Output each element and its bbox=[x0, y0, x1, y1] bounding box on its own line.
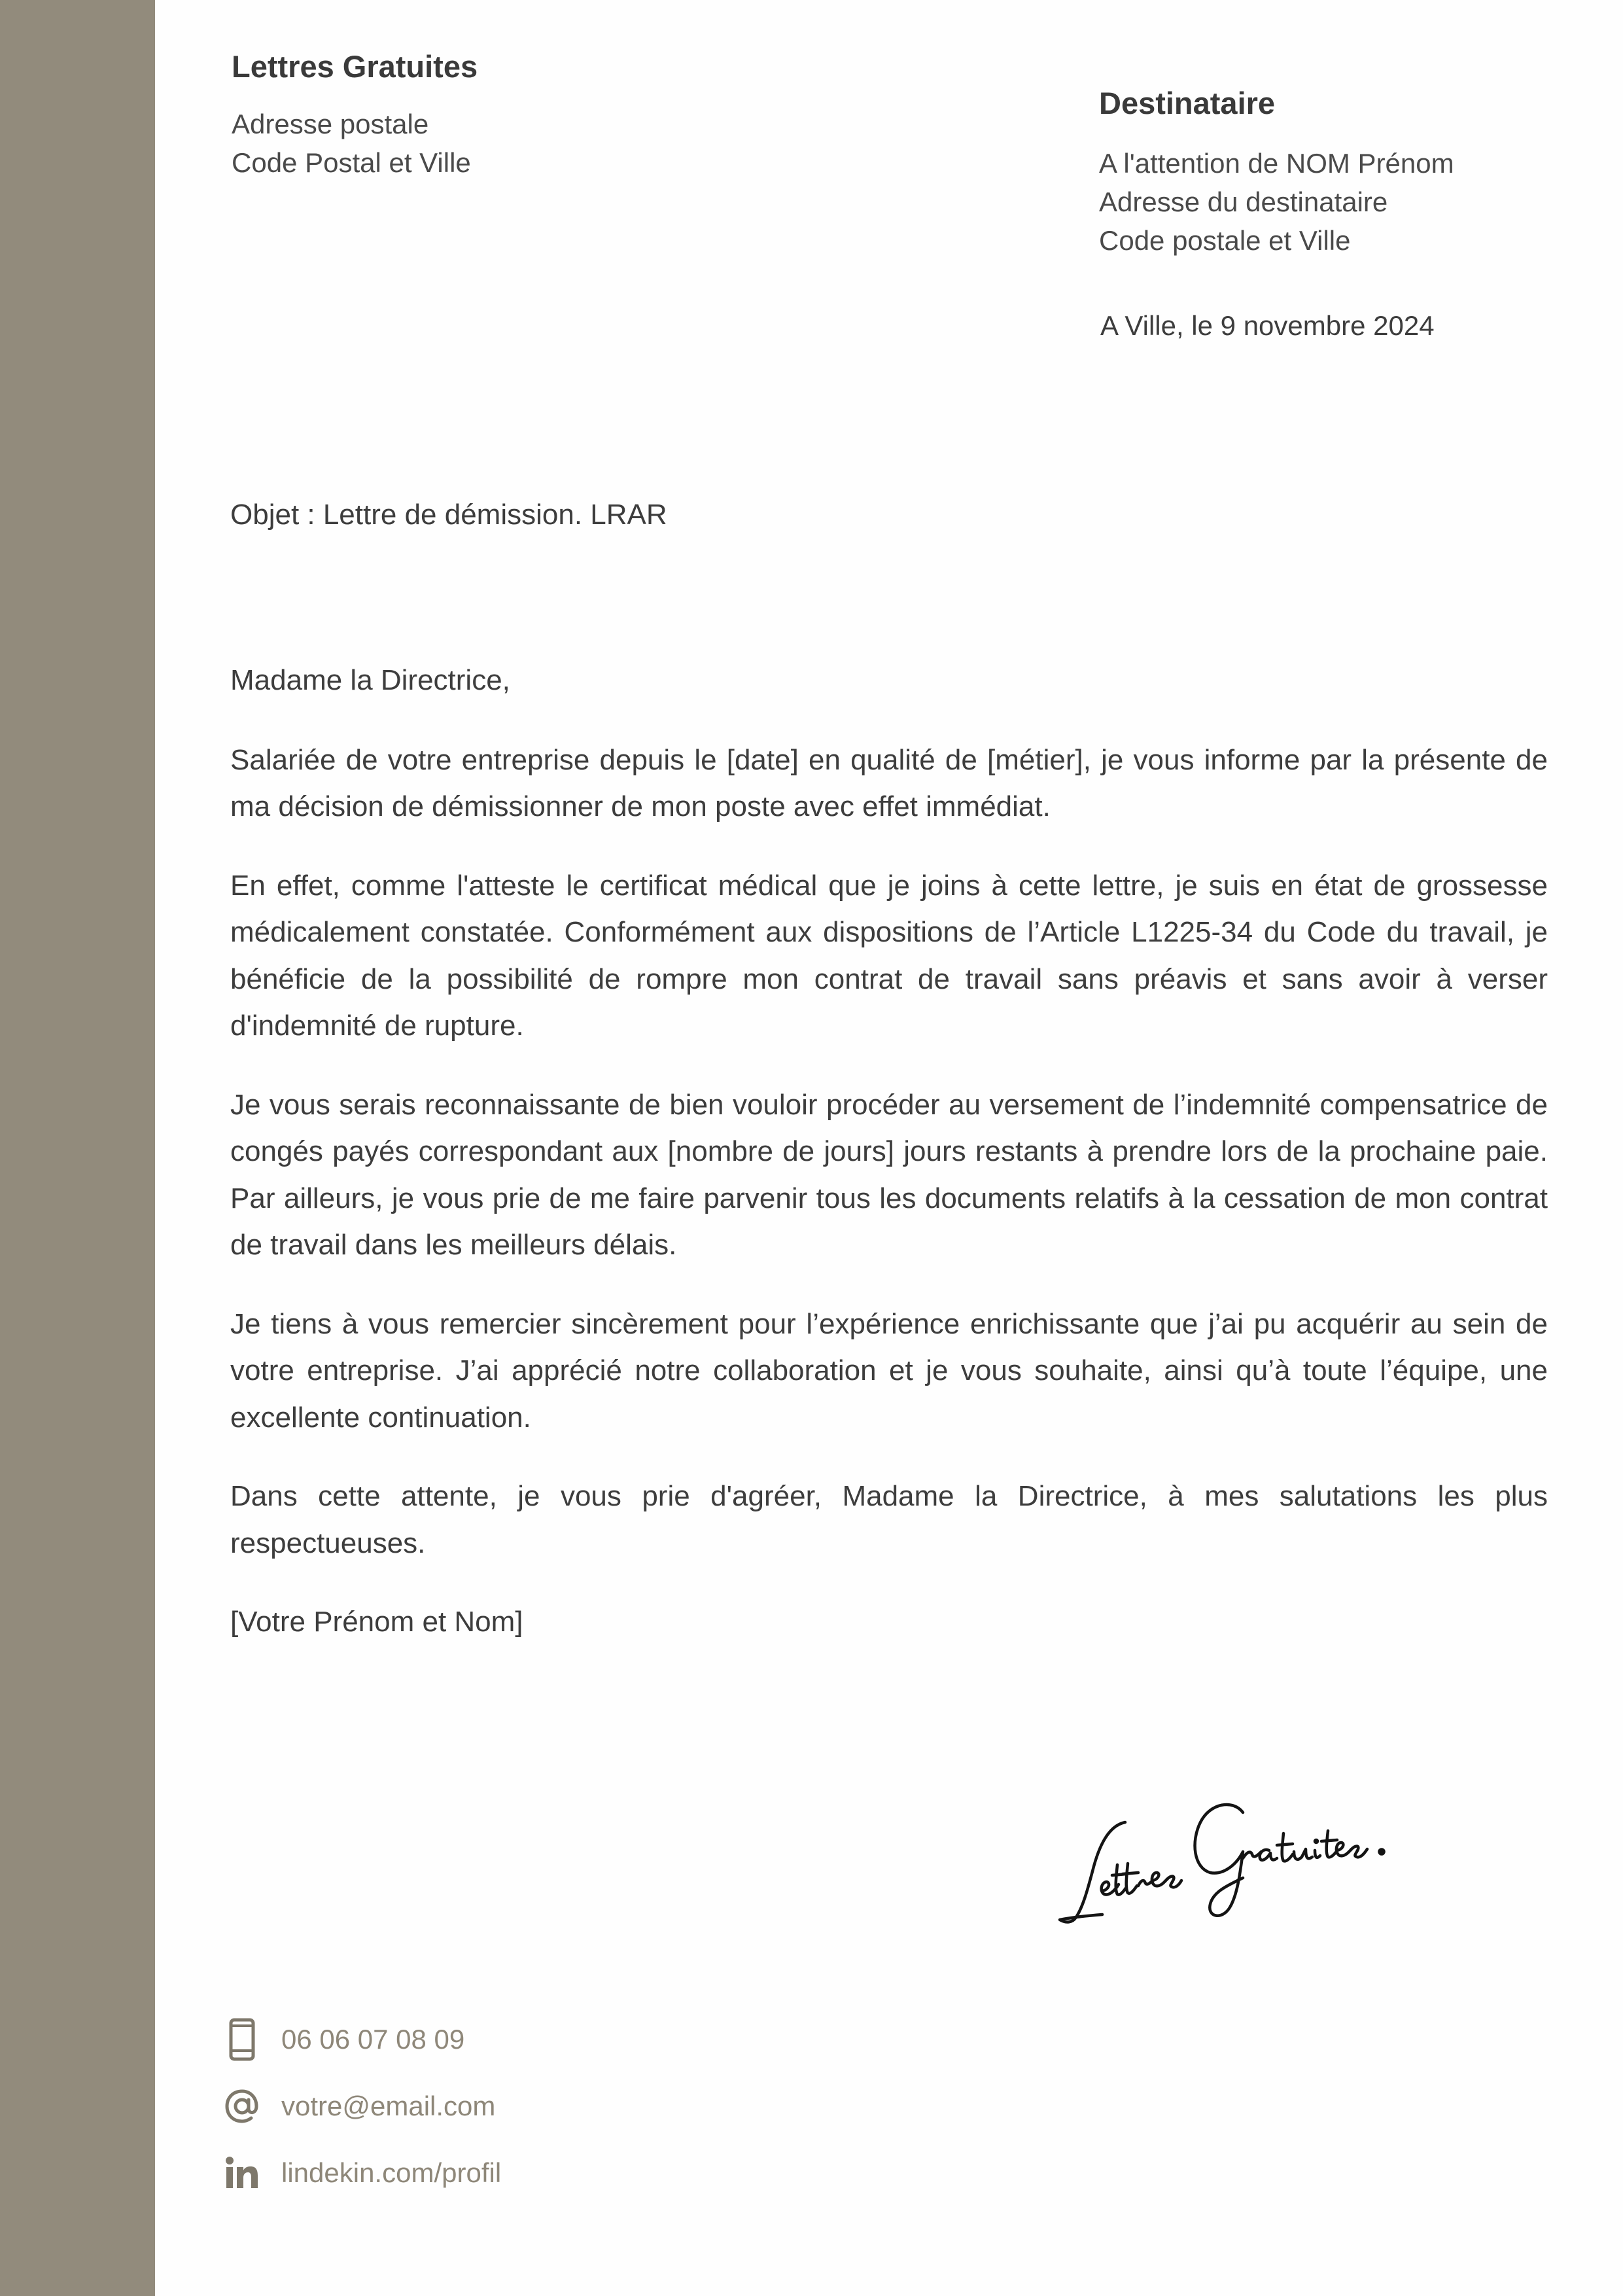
contact-phone-text: 06 06 07 08 09 bbox=[281, 2024, 465, 2055]
sender-city-line: Code Postal et Ville bbox=[232, 147, 471, 178]
contact-linkedin bbox=[222, 2150, 501, 2196]
body-paragraph: Salariée de votre entreprise depuis le [date] en qualité de [métier], je vous informe par la présente de ma décision de démissionner de mon poste avec effet immédiat. bbox=[230, 743, 1548, 822]
sender-name: Lettres Gratuites bbox=[232, 49, 478, 84]
recipient-attention-line: A l'attention de NOM Prénom bbox=[1099, 148, 1454, 179]
contact-email-text: votre@email.com bbox=[281, 2091, 496, 2121]
recipient-address-line: Adresse du destinataire bbox=[1099, 186, 1388, 217]
body-paragraph: Je tiens à vous remercier sincèrement pour l’expérience enrichissante que j’ai pu acquérir au sein de votre entreprise. J’ai apprécié notre collaboration et je vous souhaite, ainsi qu’à toute l’équipe, une excellente continuation. bbox=[230, 1307, 1548, 1434]
letter-subject: Objet : Lettre de démission. LRAR bbox=[230, 499, 667, 531]
letter-date: A Ville, le 9 novembre 2024 bbox=[1100, 310, 1435, 341]
contact-phone bbox=[222, 2017, 464, 2062]
at-sign-icon bbox=[222, 2083, 262, 2129]
body-paragraph: Dans cette attente, je vous prie d'agréer, Madame la Directrice, à mes salutations les plus respectueuses. bbox=[230, 1480, 1548, 1559]
closing-name: [Votre Prénom et Nom] bbox=[230, 1606, 523, 1638]
sender-address-line: Adresse postale bbox=[232, 109, 429, 139]
signature-logo bbox=[1047, 1760, 1439, 1930]
recipient-title: Destinataire bbox=[1099, 86, 1276, 120]
sender-address bbox=[232, 105, 471, 182]
letter-body bbox=[230, 657, 1548, 1646]
body-paragraph: Je vous serais reconnaissante de bien vouloir procéder au versement de l’indemnité compensatrice de congés payés correspondant aux [nombre de jours] jours restants à prendre lors de la prochaine paie. Par ailleurs, je vous prie de me faire parvenir tous les documents relatifs à la cessation de mon contrat de travail dans les meilleurs délais. bbox=[230, 1088, 1548, 1261]
smartphone-icon bbox=[222, 2017, 262, 2062]
sidebar-accent-bar bbox=[0, 0, 155, 2296]
recipient-city-line: Code postale et Ville bbox=[1099, 225, 1351, 256]
body-paragraph: En effet, comme l'atteste le certificat médical que je joins à cette lettre, je suis en état de grossesse médicalement constatée. Conformément aux dispositions de l’Article L1225-34 du Code du travail, je bénéficie de la possibilité de rompre mon contrat de travail sans préavis et sans avoir à verser d'indemnité de rupture. bbox=[230, 869, 1548, 1042]
contact-linkedin-text: lindekin.com/profil bbox=[281, 2157, 502, 2188]
linkedin-icon bbox=[222, 2150, 262, 2196]
contact-email bbox=[222, 2083, 495, 2129]
salutation: Madame la Directrice, bbox=[230, 664, 510, 696]
recipient-address bbox=[1099, 144, 1454, 260]
